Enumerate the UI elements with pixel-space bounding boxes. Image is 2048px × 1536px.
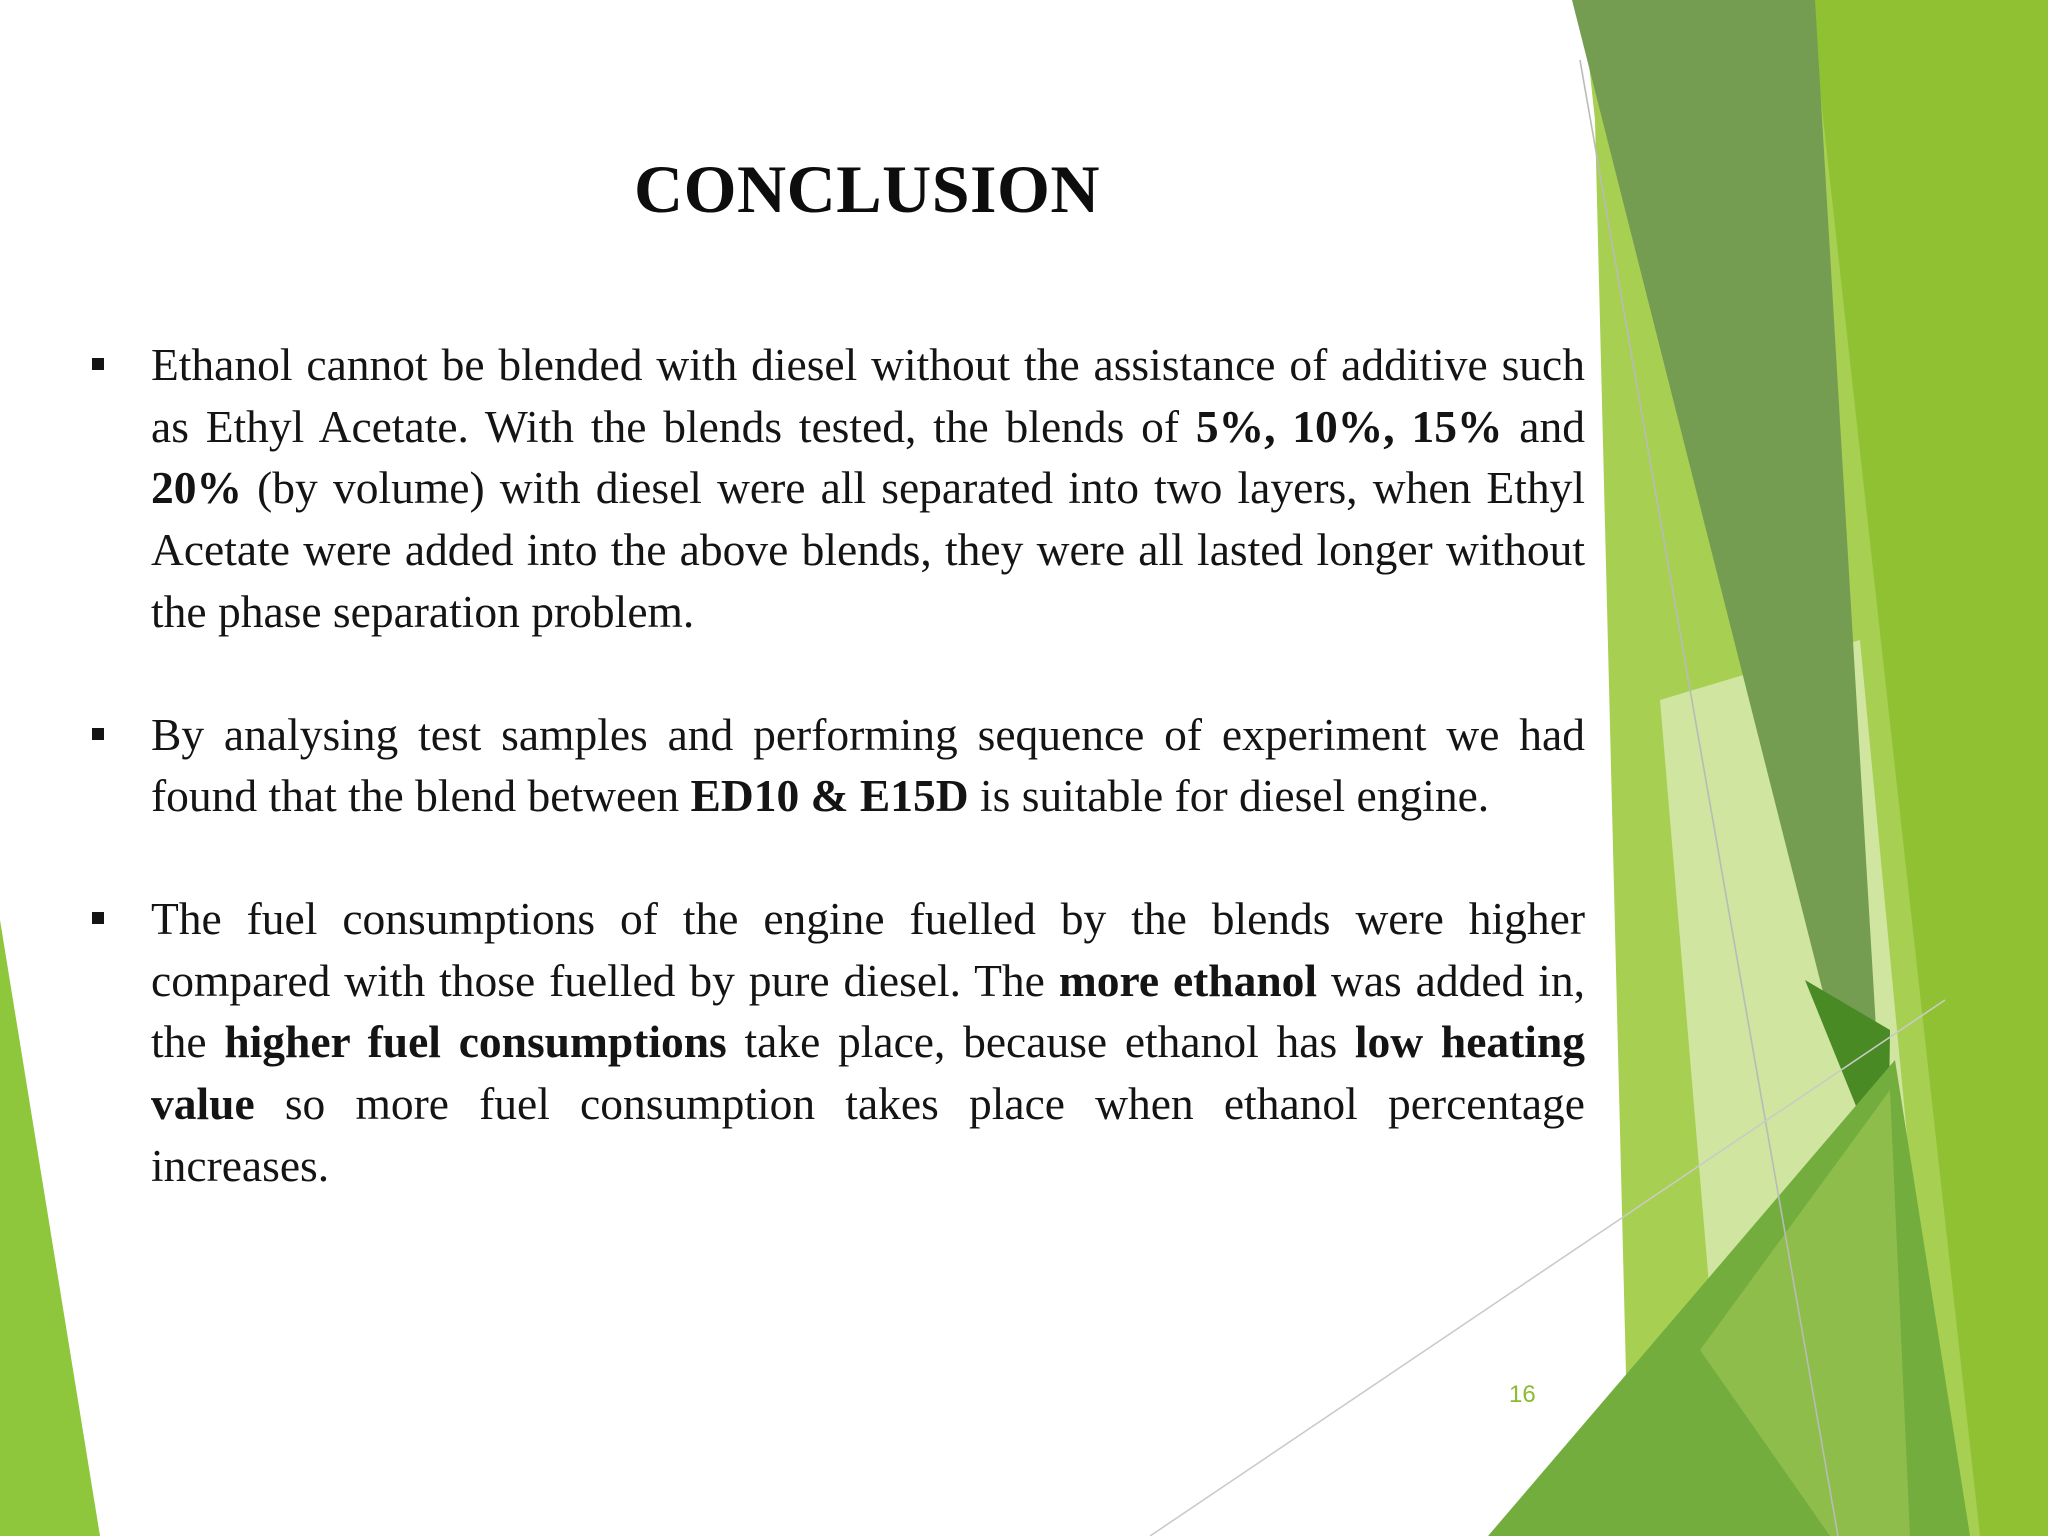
bullet-item-ethanol-blending [88,334,1585,643]
bullet-2-text-2: is suitable for diesel engine. [968,770,1490,822]
bullet-2-text-1: By analysing test samples and performing sequence of experiment we had found that the blend between [151,708,1585,822]
bullet-3-bold-more-ethanol: more ethanol [1058,954,1318,1006]
decor-shape-left-sliver [0,920,100,1536]
bullet-3-text-2: was added in, the [151,954,1586,1068]
bullet-list [88,334,1585,1196]
page-number: 16 [1509,1381,1536,1408]
bullet-1-bold-20: 20% [151,462,242,514]
bullet-1-text-2: and [1502,400,1586,452]
square-bullet-icon [92,912,104,924]
bullet-3-text-4: so more fuel consumption takes place when ethanol percentage increases. [151,1078,1585,1191]
bullet-3-bold-higher-consumption: higher fuel consumptions [224,1016,727,1068]
bullet-3-text-3: take place, because ethanol has [726,1016,1355,1068]
square-bullet-icon [92,358,104,370]
bullet-3-bold-low-heating: low heating value [151,1016,1585,1130]
bullet-1-text-1: Ethanol cannot be blended with diesel without the assistance of additive such as Ethyl Acetate. With the blends tested, the blends of [151,339,1585,452]
bullet-1-bold-percentages: 5%, 10%, 15% [1195,400,1503,452]
bullet-item-suitable-blend [88,704,1585,827]
square-bullet-icon [92,728,104,740]
bullet-1-text-3: (by volume) with diesel were all separated into two layers, when Ethyl Acetate were added into the above blends, they were all lasted longer without the phase separation problem. [151,462,1585,637]
slide-title: CONCLUSION [634,151,1100,227]
bullet-2-bold-blends: ED10 & E15D [690,770,969,822]
bullet-item-fuel-consumption [88,888,1585,1197]
bullet-3-text-1: The fuel consumptions of the engine fuelled by the blends were higher compared with those fuelled by pure diesel. The [151,892,1585,1006]
